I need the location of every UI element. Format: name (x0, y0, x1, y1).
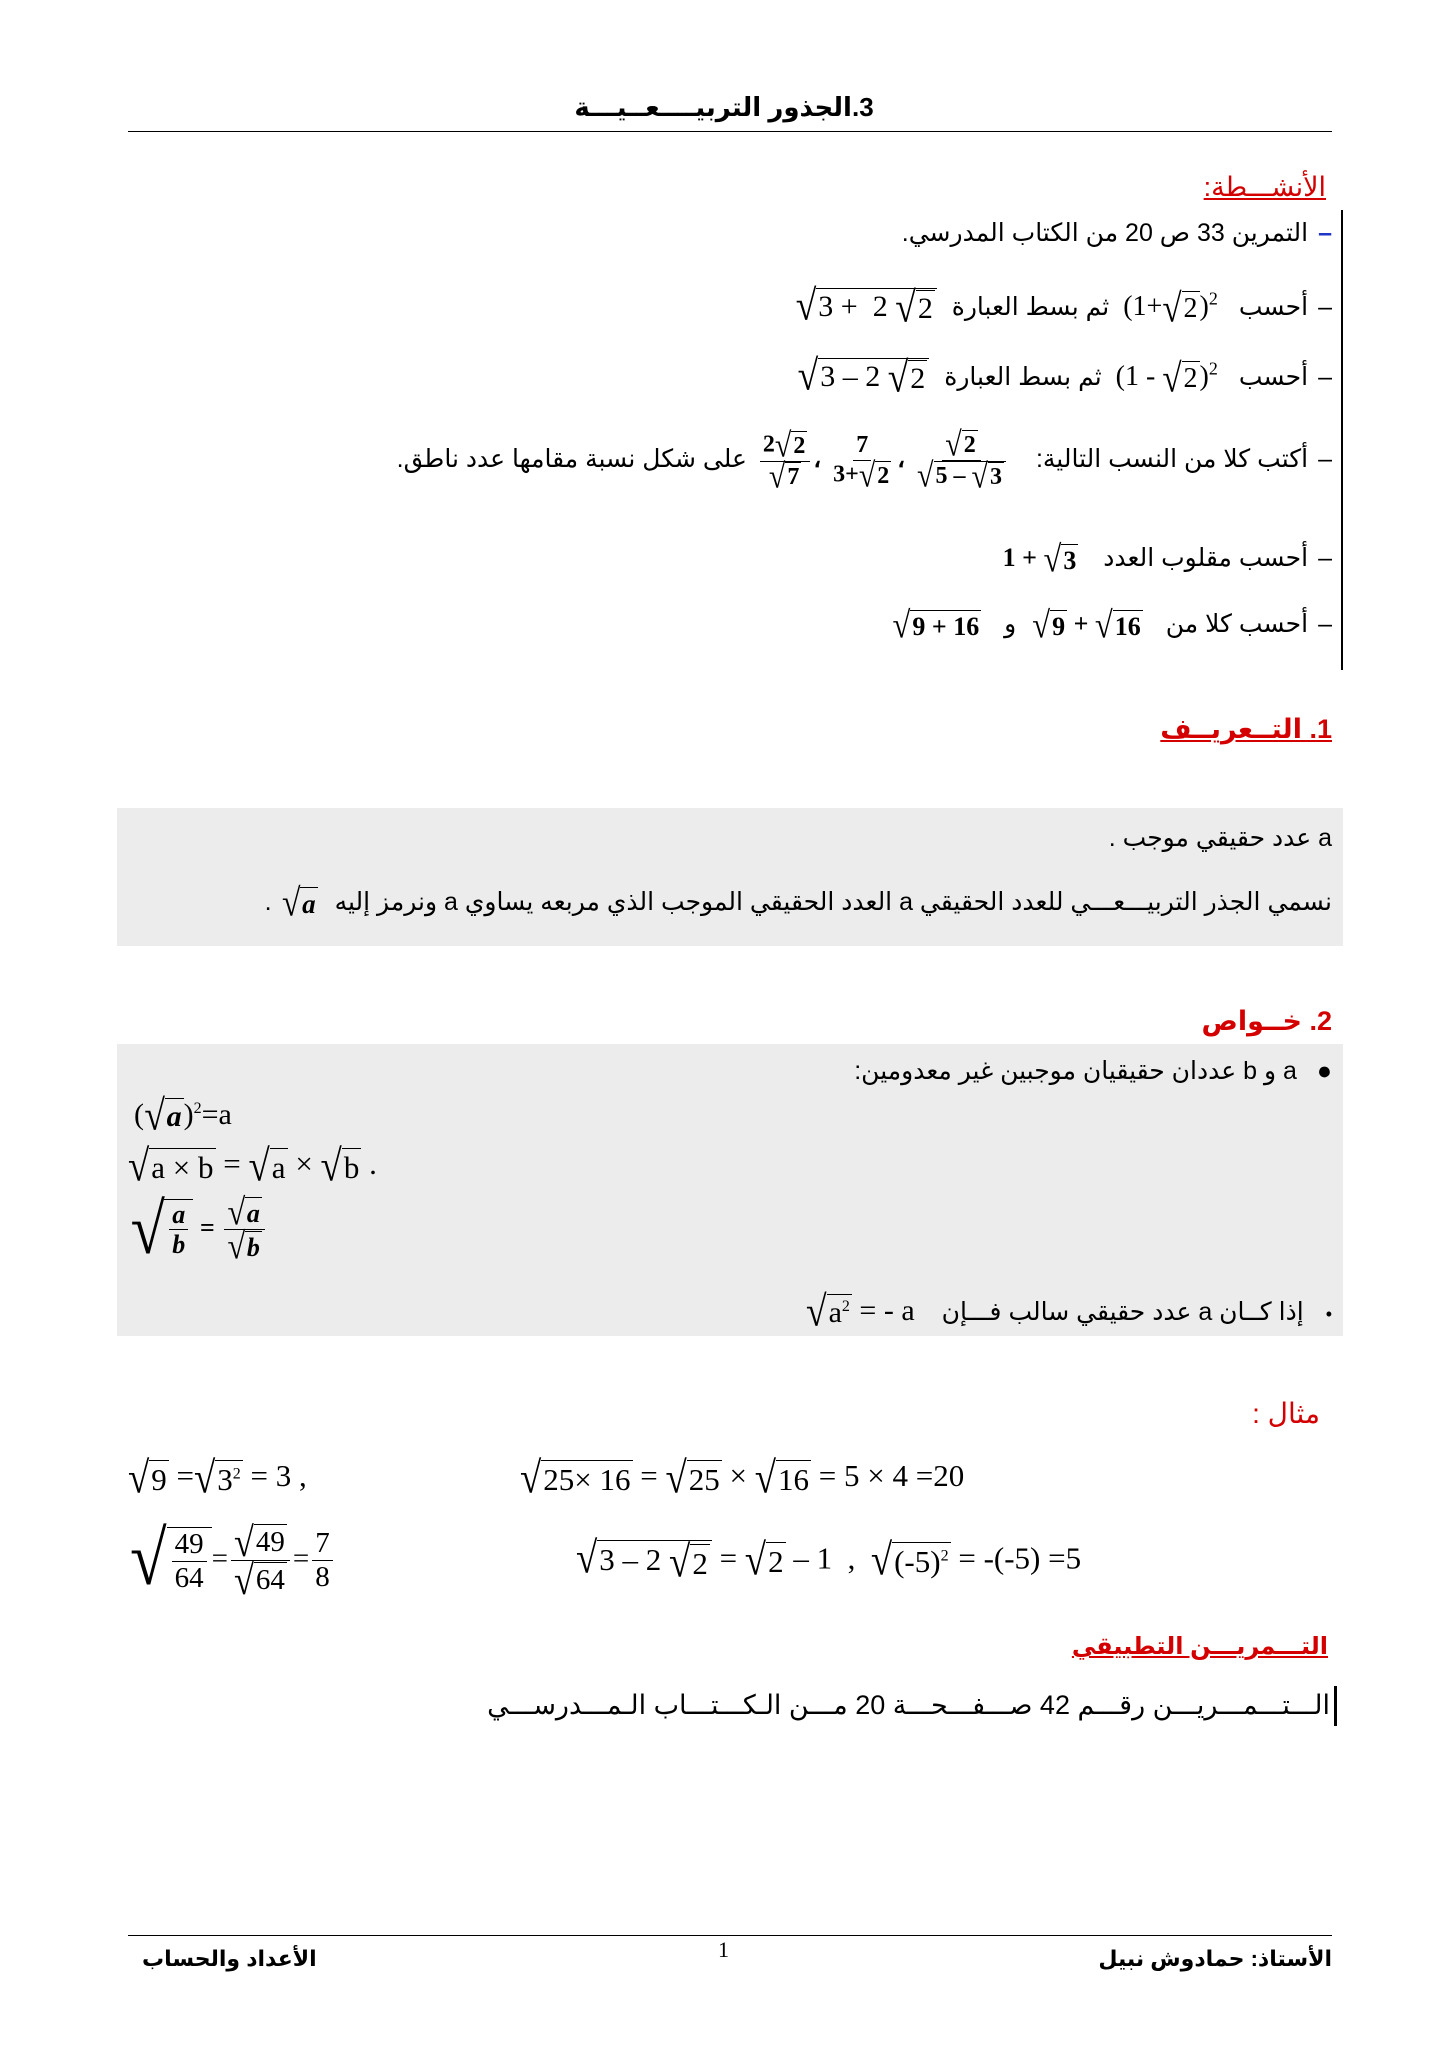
example-3: √ 3 – 2 √ 2 = √ 2 – 1 , √ $(-5)^2$ = -(-5) =5 (576, 1533, 1082, 1587)
footer-author: الأستاذ: حمادوش نبيل (1098, 1946, 1332, 1971)
page-number: 1 (718, 1937, 729, 1962)
definition-line-2: نسمي الجذر التربيـــعـــي للعدد الحقيقي a العدد الحقيقي الموجب الذي مربعه يساوي a ونرمز إليه √ a . (264, 882, 1332, 925)
example-1: √ 25× 16 = √ 25 × √ 16 = 5 × 4 =20 (520, 1453, 965, 1503)
properties-heading: 2. خــواص (1201, 1006, 1332, 1036)
activity-item-2: –أحسب (1+ √ 2 )$^2$ثم بسط العبارة √ 3 + 2 √ 2 (795, 282, 1332, 333)
definition-heading: 1. التــعريــف (1160, 714, 1332, 744)
formula-sqrt-product: √ a × b = √ a × √ b . (128, 1141, 377, 1191)
bullet-icon: • (1325, 1304, 1332, 1324)
footer-subject: الأعداد والحساب (142, 1946, 317, 1971)
property-bullet-1: ●a و b عددان حقيقيان موجبين غير معدومين: (854, 1057, 1332, 1085)
dash-icon: – (1318, 610, 1332, 638)
activity-item-5: –أحسب مقلوب العدد 1 + √ 3 (1002, 539, 1332, 581)
property-bullet-2: •إذا كــان a عدد حقيقي سالب فـــإن √ $a^2$ = - a (806, 1289, 1332, 1337)
activities-heading: الأنشـــطة: (1203, 172, 1326, 202)
header-rule (128, 131, 1332, 132)
dash-icon: – (1318, 292, 1332, 321)
example-2: √ 9 = √ $3^2$ = 3 , (128, 1453, 307, 1503)
formula-sqrt-quotient: √ $\frac{a}{b}$ = √ a √ b (130, 1196, 268, 1264)
expr-sqrt-3-plus-2sqrt2: √ 3 + 2 √ 2 (796, 289, 937, 322)
dash-icon: – (1318, 219, 1332, 247)
sqrt-a-symbol: √ a (281, 882, 316, 925)
footer-rule (128, 1935, 1332, 1936)
page-title: 3.الجذور التربيــــعــيـــة (574, 92, 874, 122)
expr-sqrt-a-squared-neg: √ $a^2$ = - a (806, 1289, 915, 1337)
example-4: √ $\frac{49}{64}$ = √ 49 √ 64 = $\frac{7}{8}$ (130, 1524, 336, 1598)
dash-icon: – (1318, 362, 1332, 391)
expr-one-minus-sqrt2-squared: (1 - √ 2 )$^2$ (1115, 355, 1218, 401)
expr-sqrt-9-plus-16: √ 9 + 16 (892, 605, 980, 647)
definition-line-1: a عدد حقيقي موجب . (1108, 824, 1332, 852)
properties-box (117, 1044, 1343, 1336)
expr-sqrt9-plus-sqrt16: √ 9 + √ 16 (1032, 605, 1141, 647)
expr-one-plus-sqrt3: 1 + √ 3 (1002, 539, 1077, 581)
activity-item-3: –أحسب (1 - √ 2 )$^2$ثم بسط العبارة √ 3 – 2 √ 2 (797, 352, 1332, 403)
fraction-list: 2 √ 2 √ 7 ، 7 3+ √ 2 ، √ 2 √ 5 – √ 3 (757, 447, 1029, 473)
dash-icon: – (1318, 444, 1332, 473)
exercise-heading: التـــمريـــن التطبيقي (1071, 1633, 1328, 1660)
formula-sqrt-a-squared: ( √ a )$^2$=a (134, 1093, 232, 1141)
example-heading: مثال : (1252, 1398, 1320, 1429)
activity-item-4: –أكتب كلا من النسب التالية: 2 √ 2 √ 7 ، 7 3+ √ 2 ، √ 2 √ 5 – √ 3 على شكل نسبة مقامها عدد ناطق. (396, 425, 1332, 496)
dash-icon: – (1318, 544, 1332, 572)
activity-item-6: –أحسب كلا من √ 9 + √ 16 و √ 9 + 16 (892, 605, 1332, 647)
exercise-side-bar (1334, 1686, 1337, 1726)
bullet-icon: ● (1316, 1057, 1332, 1085)
activities-side-bar (1341, 210, 1343, 670)
exercise-text: الـــتـــمـــريـــن رقـــم 42 صـــفـــحـــة 20 مـــن الـكـــتـــاب الـمـــدرســـي (487, 1690, 1330, 1720)
activity-item-1: –التمرين 33 ص 20 من الكتاب المدرسي. (901, 219, 1332, 247)
expr-sqrt-3-minus-2sqrt2: √ 3 – 2 √ 2 (798, 359, 930, 392)
expr-one-plus-sqrt2-squared: (1+ √ 2 )$^2$ (1123, 285, 1218, 331)
